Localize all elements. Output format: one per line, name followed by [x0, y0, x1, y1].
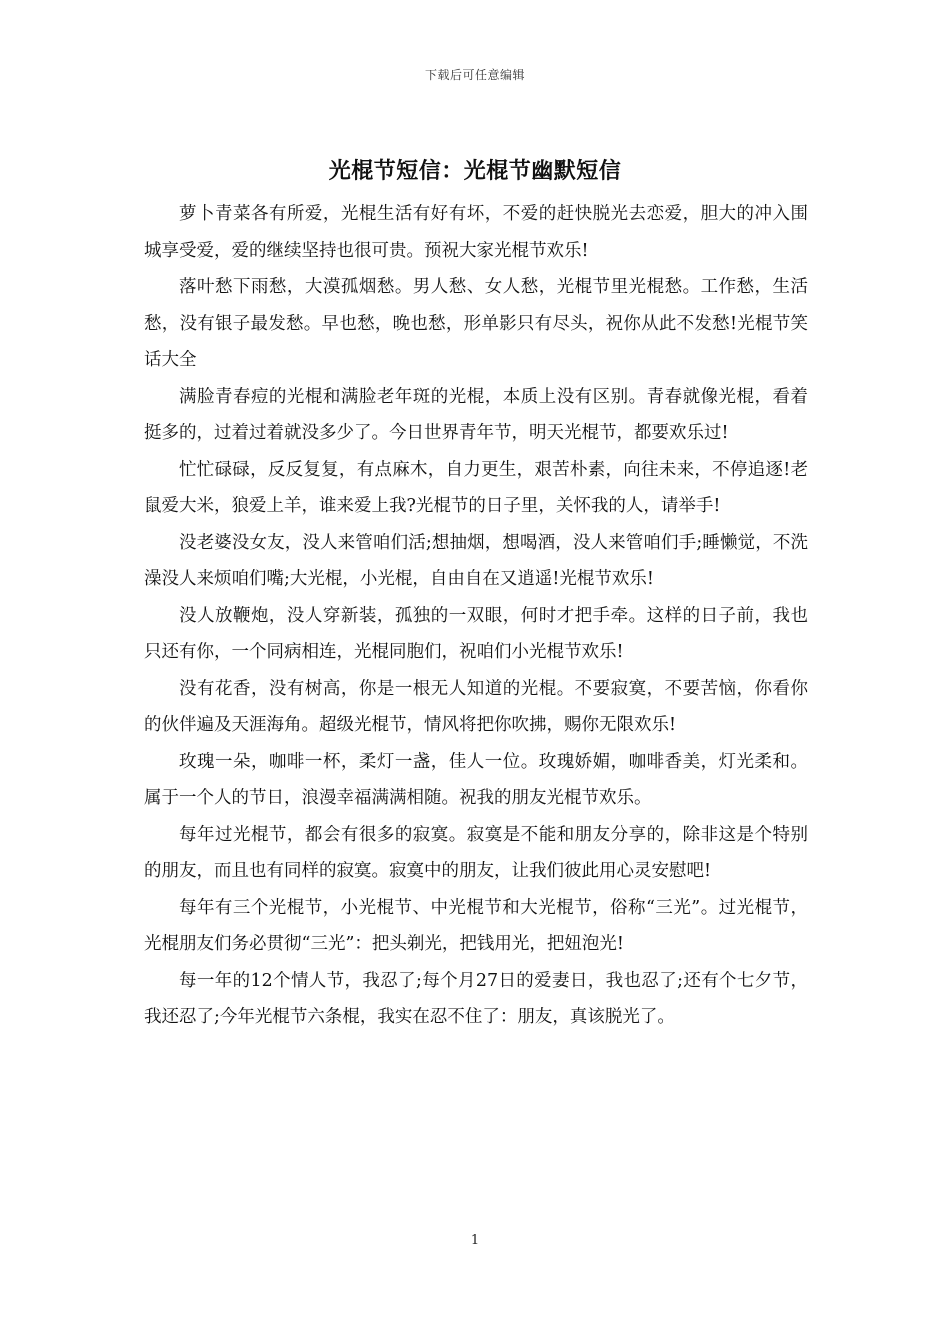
paragraph: 忙忙碌碌，反反复复，有点麻木，自力更生，艰苦朴素，向往未来，不停追逐!老鼠爱大米，狼爱上羊，谁来爱上我?光棍节的日子里，关怀我的人，请举手!	[144, 459, 808, 516]
paragraph: 每年过光棍节，都会有很多的寂寞。寂寞是不能和朋友分享的，除非这是个特别的朋友，而且也有同样的寂寞。寂寞中的朋友，让我们彼此用心灵安慰吧!	[144, 824, 808, 881]
body-text	[144, 196, 808, 1036]
paragraph: 玫瑰一朵，咖啡一杯，柔灯一盏，佳人一位。玫瑰娇媚，咖啡香美，灯光柔和。属于一个人的节日，浪漫幸福满满相随。祝我的朋友光棍节欢乐。	[144, 751, 808, 808]
paragraph: 没人放鞭炮，没人穿新装，孤独的一双眼，何时才把手牵。这样的日子前，我也只还有你，一个同病相连，光棍同胞们，祝咱们小光棍节欢乐!	[144, 605, 808, 662]
paragraph: 满脸青春痘的光棍和满脸老年斑的光棍，本质上没有区别。青春就像光棍，看着挺多的，过着过着就没多少了。今日世界青年节，明天光棍节，都要欢乐过!	[144, 386, 808, 443]
paragraph: 落叶愁下雨愁，大漠孤烟愁。男人愁、女人愁，光棍节里光棍愁。工作愁，生活愁，没有银子最发愁。早也愁，晚也愁，形单影只有尽头，祝你从此不发愁!光棍节笑话大全	[144, 277, 808, 370]
paragraph: 每一年的12个情人节，我忍了;每个月27日的爱妻日，我也忍了;还有个七夕节，我还忍了;今年光棍节六条棍，我实在忍不住了：朋友，真该脱光了。	[144, 970, 808, 1027]
paragraph: 每年有三个光棍节，小光棍节、中光棍节和大光棍节，俗称“三光”。过光棍节，光棍朋友们务必贯彻“三光”：把头剃光，把钱用光，把妞泡光!	[144, 897, 808, 954]
document-title: 光棍节短信：光棍节幽默短信	[328, 158, 622, 184]
paragraph: 萝卜青菜各有所爱，光棍生活有好有坏，不爱的赶快脱光去恋爱，胆大的冲入围城享受爱，爱的继续坚持也很可贵。预祝大家光棍节欢乐!	[144, 204, 808, 261]
header-note: 下载后可任意编辑	[424, 68, 525, 82]
page-number: 1	[470, 1233, 480, 1248]
paragraph: 没老婆没女友，没人来管咱们活;想抽烟，想喝酒，没人来管咱们手;睡懒觉，不洗澡没人来烦咱们嘴;大光棍，小光棍，自由自在又逍遥!光棍节欢乐!	[144, 532, 808, 589]
paragraph: 没有花香，没有树高，你是一根无人知道的光棍。不要寂寞，不要苦恼，你看你的伙伴遍及天涯海角。超级光棍节，情风将把你吹拂，赐你无限欢乐!	[144, 678, 808, 735]
